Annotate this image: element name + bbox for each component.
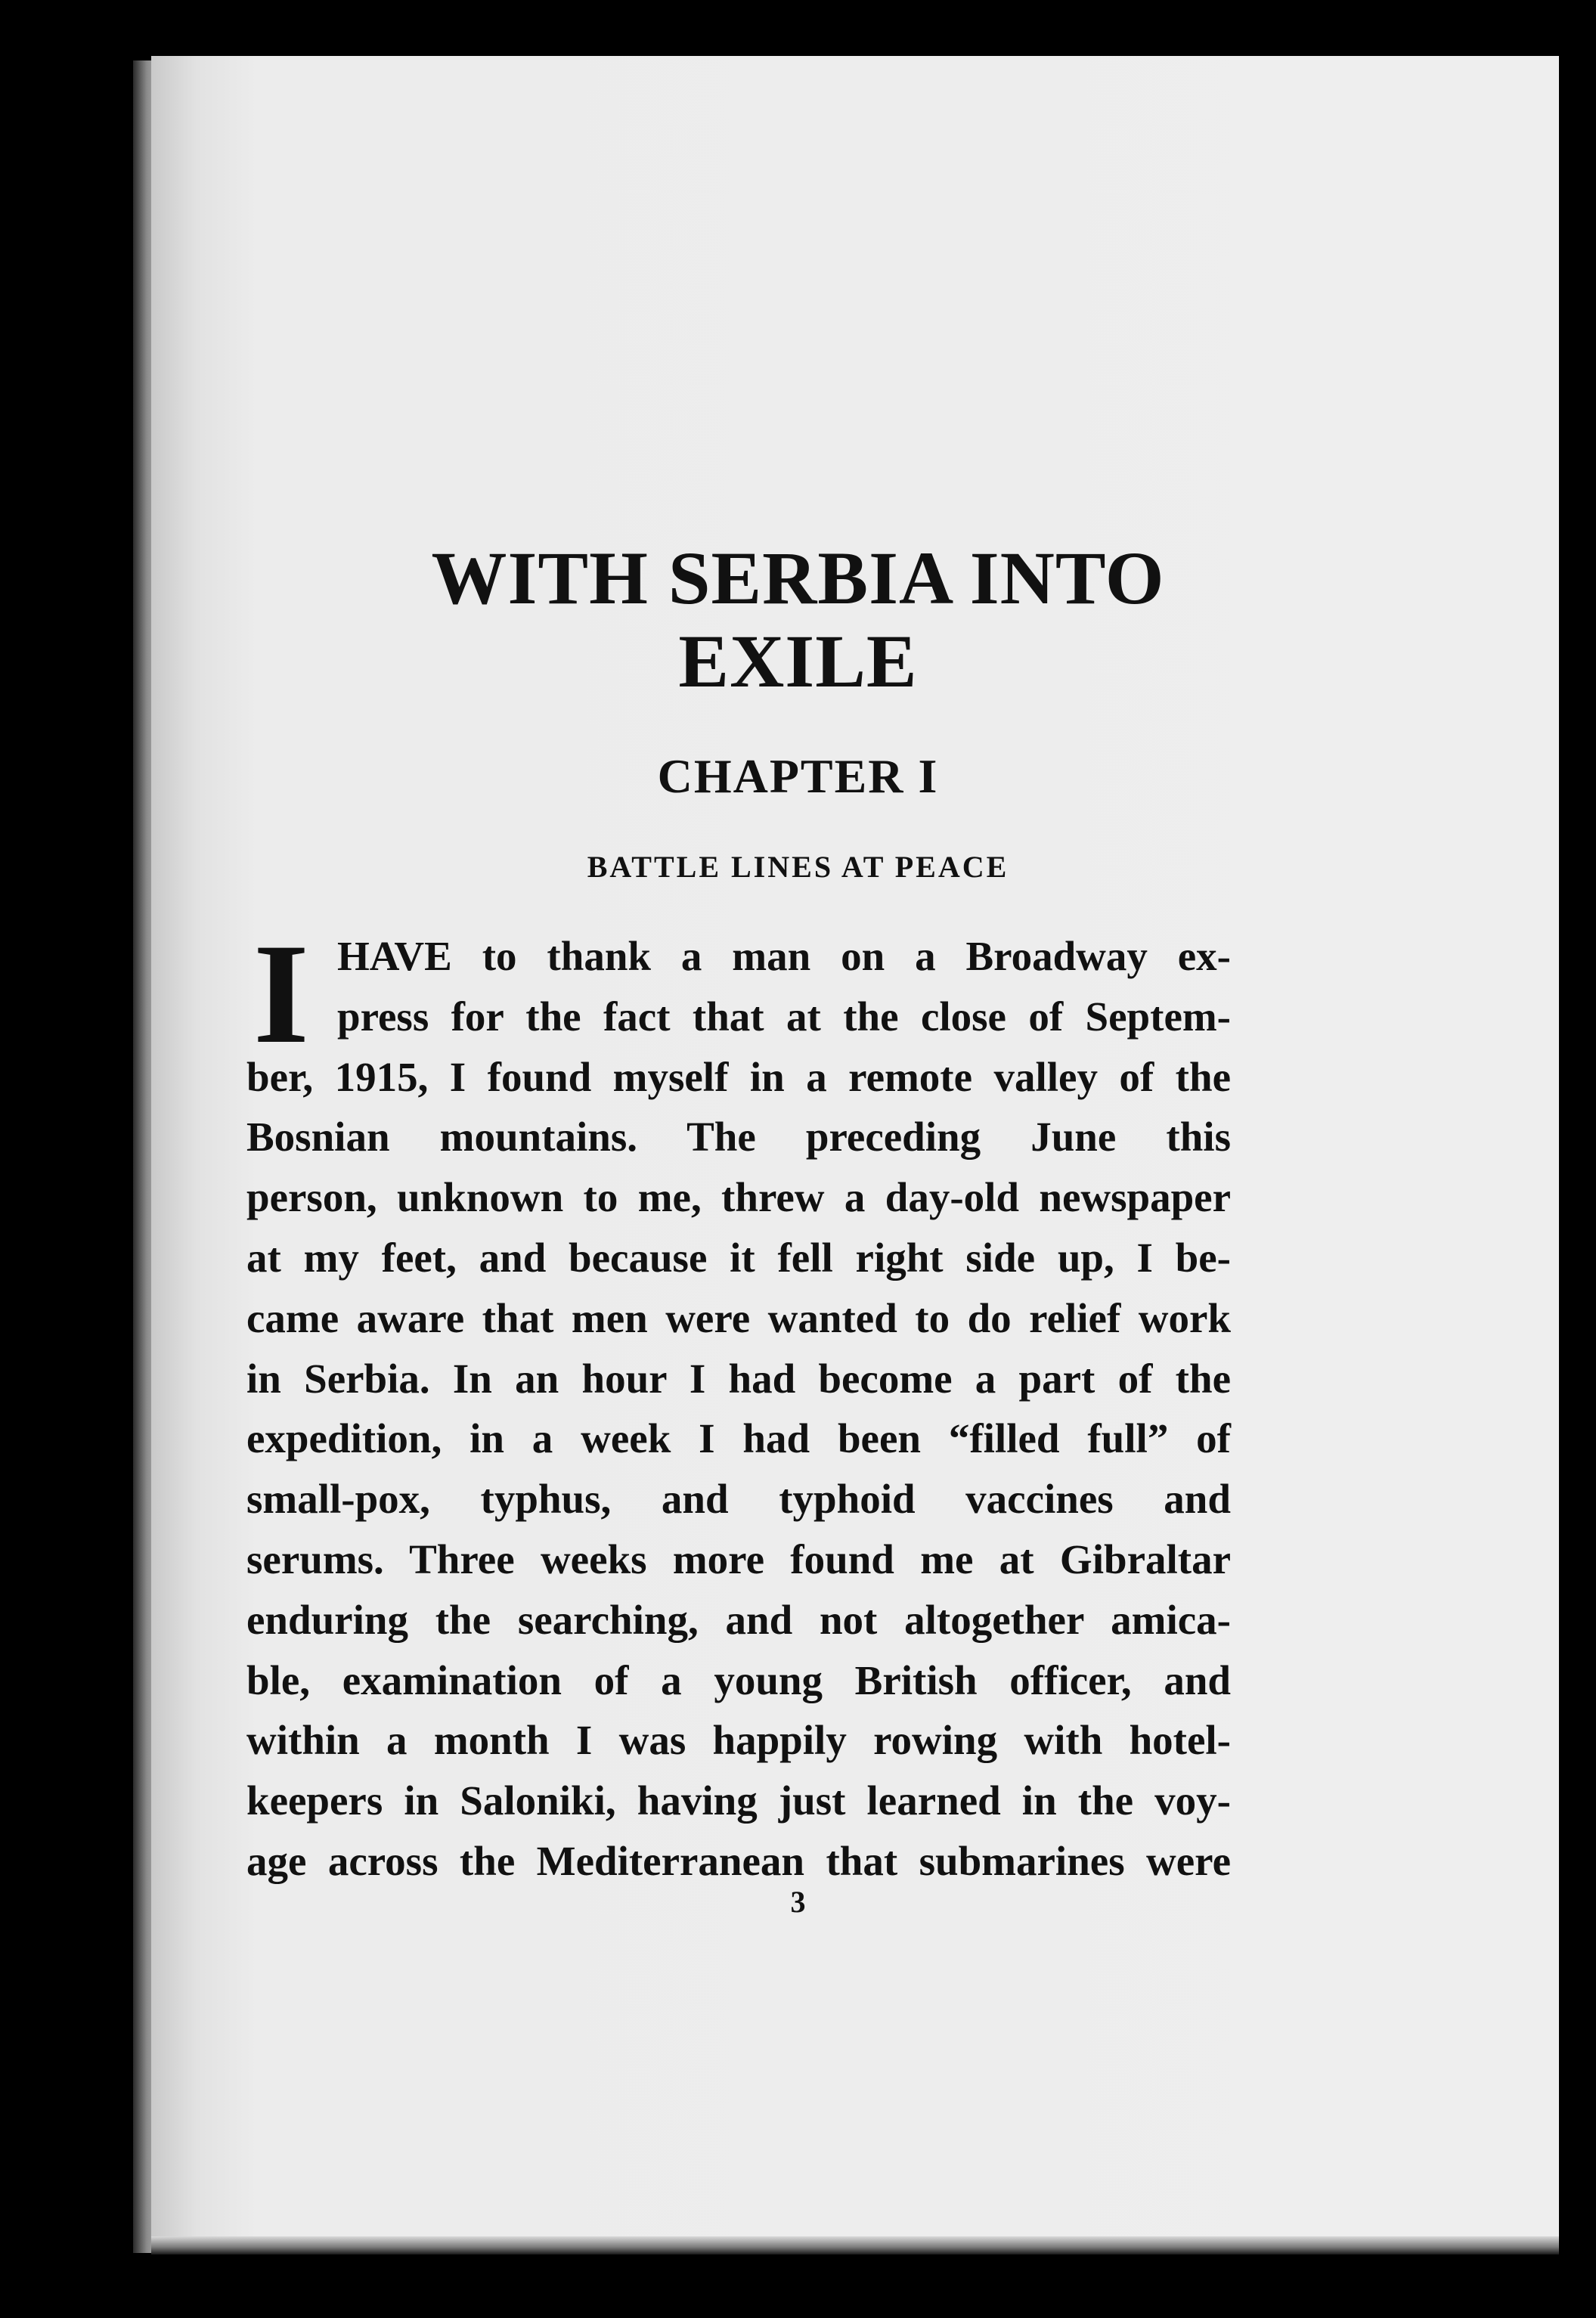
book-title-line-1: WITH SERBIA INTO [431,536,1165,620]
drop-cap: I [253,915,309,1074]
text-line: enduring the searching, and not altogether amica- [246,1596,1231,1643]
text-line: age across the Mediterranean that submarines were [246,1837,1231,1884]
text-line: within a month I was happily rowing with hotel- [246,1717,1231,1764]
text-line: Bosnian mountains. The preceding June this [246,1114,1231,1161]
chapter-title: BATTLE LINES AT PEACE [587,850,1009,884]
text-line: person, unknown to me, threw a day-old newspaper [246,1174,1231,1221]
body-paragraph [246,915,1231,1892]
text-line: expedition, in a week I had been “filled full” of [246,1415,1231,1462]
text-line: serums. Three weeks more found me at Gibraltar [246,1536,1231,1582]
text-line: in Serbia. In an hour I had become a part of the [246,1355,1231,1402]
page-number: 3 [790,1885,806,1919]
text-line: ber, 1915, I found myself in a remote valley of the [246,1053,1231,1100]
text-line: at my feet, and because it fell right side up, I be- [246,1234,1231,1281]
text-line: ble, examination of a young British officer, and [246,1656,1231,1703]
page-bottom-edge [151,2236,1559,2254]
book-title-line-2: EXILE [678,619,918,703]
text-line: came aware that men were wanted to do relief work [246,1294,1231,1341]
book-title [0,537,1596,703]
text-line: press for the fact that at the close of Septem- [337,993,1231,1040]
chapter-heading: CHAPTER I [657,749,939,803]
text-line: HAVE to thank a man on a Broadway ex- [337,933,1231,979]
text-line: keepers in Saloniki, having just learned in the voy- [246,1777,1231,1824]
text-line: small-pox, typhus, and typhoid vaccines and [246,1476,1231,1523]
